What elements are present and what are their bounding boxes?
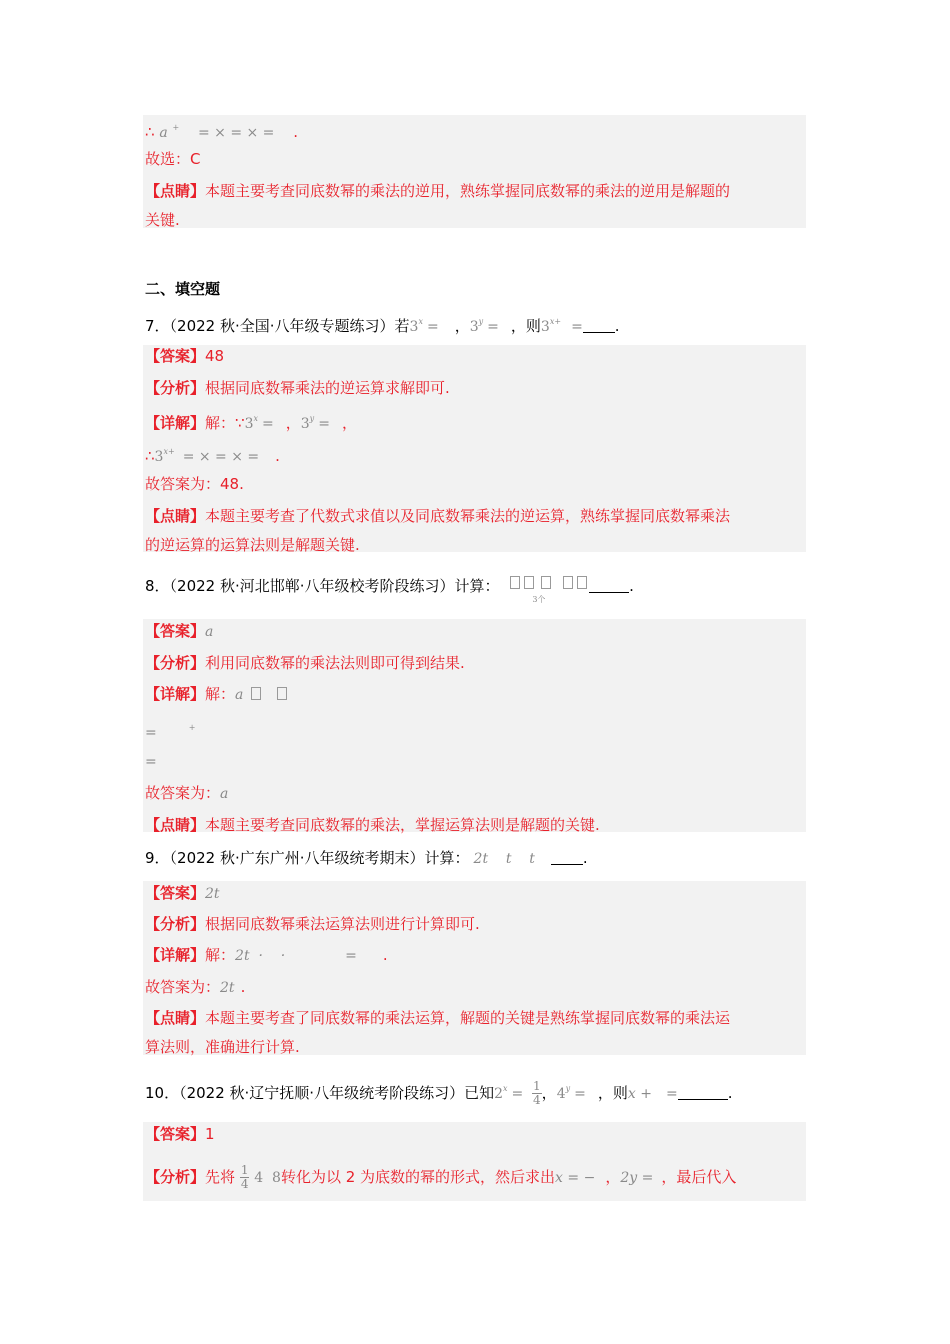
q8-detail: 【详解】解：a [145, 683, 289, 706]
comment-line-1: 【点睛】本题主要考查同底数幂的乘法的逆用，熟练掌握同底数幂的乘法的逆用是解题的 [145, 182, 731, 200]
q8-answer: 【答案】a [145, 622, 214, 640]
q9-detail: 【详解】解：2t · · = . [145, 946, 388, 964]
missing-glyph-icon [510, 576, 520, 589]
q9-comment-2: 算法则，准确进行计算. [145, 1038, 300, 1056]
q7-comment-1: 【点睛】本题主要考查了代数式求值以及同底数幂乘法的逆运算，熟练掌握同底数幂乘法 [145, 507, 731, 525]
answer-blank [583, 316, 615, 333]
missing-glyph-icon [251, 687, 261, 700]
question-9: 9．（2022 秋·广东广州·八年级统考期末）计算： 2t t t . [145, 849, 588, 867]
answer-blank [551, 848, 583, 865]
missing-glyph-icon [277, 687, 287, 700]
q7-comment-2: 的逆运算的运算法则是解题关键. [145, 536, 360, 554]
repeated-product: 3个 [504, 575, 574, 597]
q7-detail: 【详解】解：$\because 3^x$ = ，$3^y$ = ， [145, 414, 357, 432]
q8-result: 故答案为：a [145, 784, 229, 802]
fraction: $\frac{1}{4}$ [240, 1163, 249, 1191]
question-7: 7．（2022 秋·全国·八年级专题练习）若$3^x$ = ，$3^y$ = ，则$3^{x+}$ = . [145, 317, 620, 335]
q8-eq-1: = + [145, 723, 196, 741]
q8-analysis: 【分析】利用同底数幂的乘法法则即可得到结果. [145, 654, 465, 672]
q7-analysis: 【分析】根据同底数幂乘法的逆运算求解即可. [145, 379, 450, 397]
missing-glyph-icon [563, 576, 573, 589]
q7-therefore: $\therefore 3^{x+}$ = × = × = . [145, 447, 280, 465]
q9-analysis: 【分析】根据同底数幂乘法运算法则进行计算即可. [145, 915, 480, 933]
q10-analysis: 【分析】先将 $\frac{1}{4}$ 4 8转化为以 2 为底数的幂的形式，然后求出x = − ，2y = ，最后代入 [145, 1163, 737, 1191]
answer-blank [678, 1083, 728, 1100]
solution-block-8 [143, 619, 806, 832]
q7-result: 故答案为：48. [145, 475, 244, 493]
missing-glyph-icon [577, 576, 587, 589]
therefore-line: ∴ a + = × = × = . [145, 123, 298, 141]
q9-comment-1: 【点睛】本题主要考查了同底数幂的乘法运算，解题的关键是熟练掌握同底数幂的乘法运 [145, 1009, 731, 1027]
q9-result: 故答案为：2t . [145, 978, 246, 996]
question-10: 10．（2022 秋·辽宁抚顺·八年级统考阶段练习）已知$2^x$ = $\frac{1}{4}$ ，$4^y$ = ，则x + = . [145, 1079, 733, 1107]
comment-line-2: 关键. [145, 211, 180, 229]
q7-answer: 【答案】48 [145, 347, 225, 365]
answer-blank [589, 576, 629, 593]
fraction: $\frac{1}{4}$ [533, 1079, 541, 1107]
choice-line: 故选：C [145, 150, 201, 168]
q8-comment: 【点睛】本题主要考查同底数幂的乘法，掌握运算法则是解题的关键. [145, 816, 600, 834]
q9-answer: 【答案】2t [145, 884, 220, 902]
missing-glyph-icon [524, 576, 534, 589]
missing-glyph-icon [541, 576, 551, 589]
q8-eq-2: = [145, 754, 157, 770]
section-title: 二、填空题 [145, 280, 221, 298]
q10-answer: 【答案】1 [145, 1125, 215, 1143]
question-8: 8．（2022 秋·河北邯郸·八年级校考阶段练习）计算： 3个 . [145, 577, 634, 604]
